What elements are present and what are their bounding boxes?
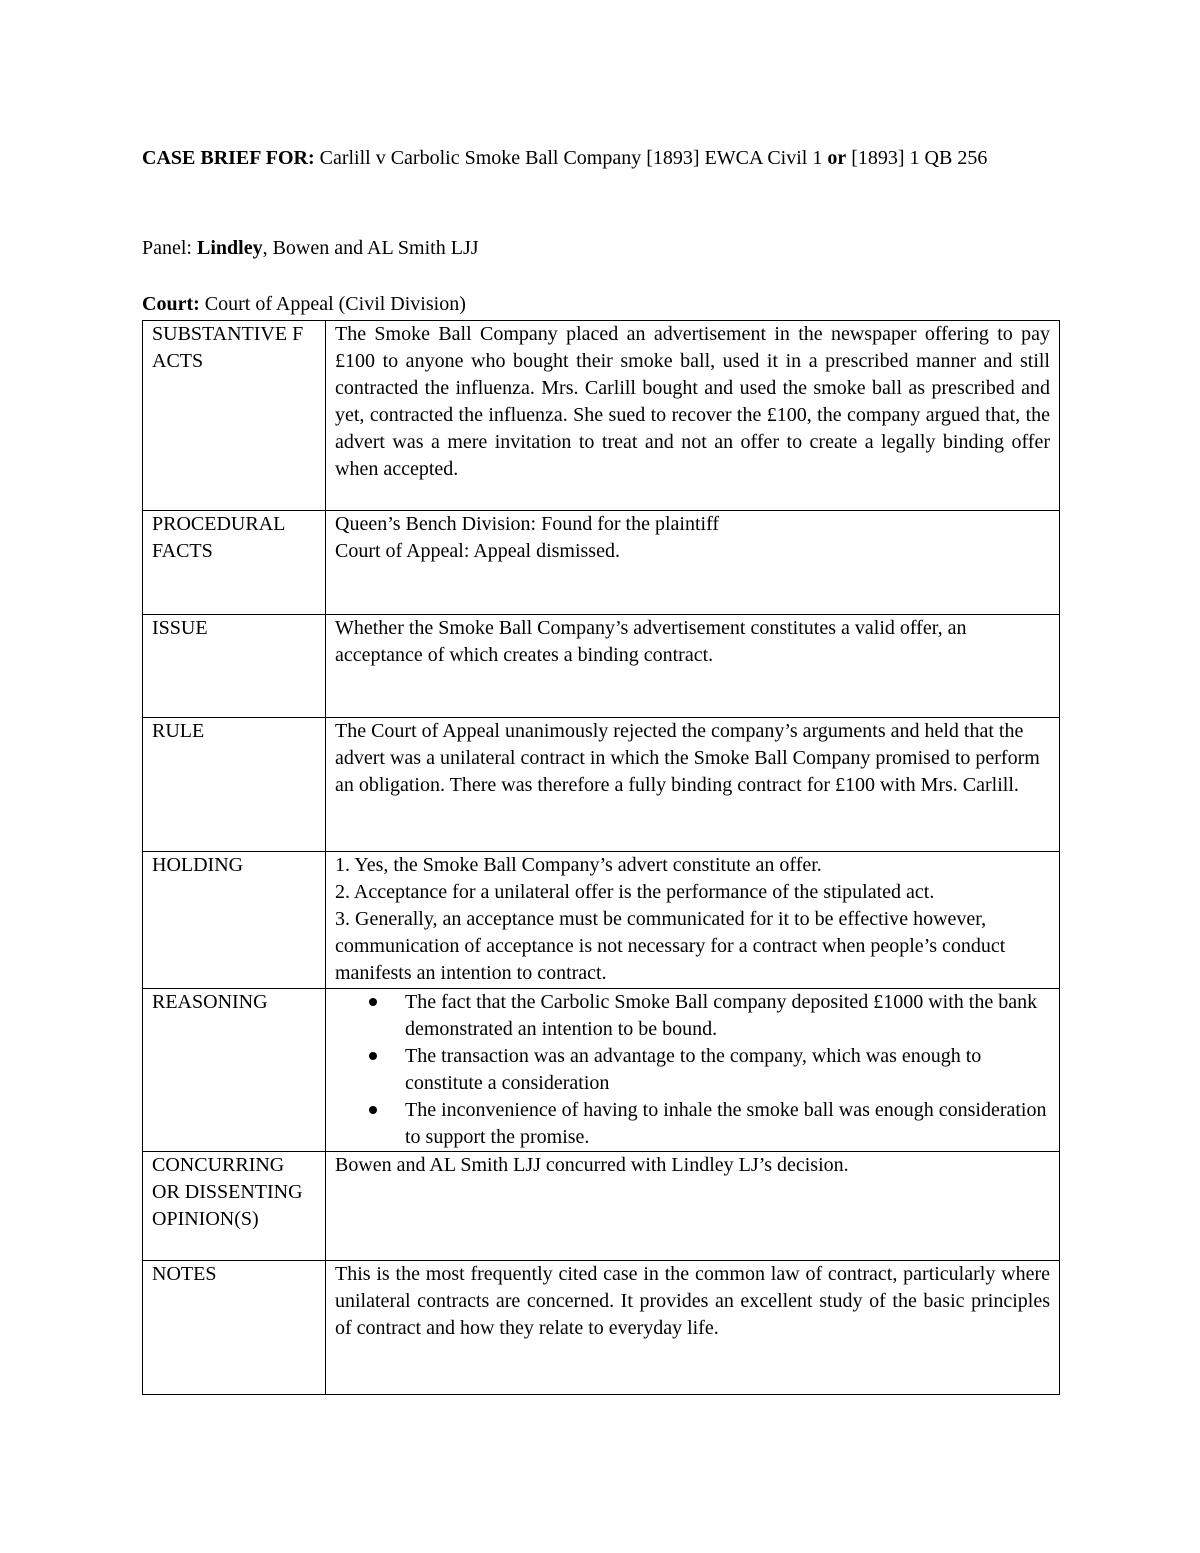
reasoning-label: REASONING bbox=[143, 989, 326, 1152]
substantive-facts-label: SUBSTANTIVE FACTS bbox=[143, 321, 326, 511]
table-row-concurring bbox=[143, 1152, 1060, 1261]
reasoning-bullet-item: The inconvenience of having to inhale the smoke ball was enough consideration to support the promise. bbox=[405, 1097, 1050, 1151]
rule-label: RULE bbox=[143, 718, 326, 852]
or-word: or bbox=[827, 147, 847, 169]
holding-item: 2. Acceptance for a unilateral offer is the performance of the stipulated act. bbox=[335, 881, 935, 903]
holding-label: HOLDING bbox=[143, 852, 326, 989]
case-brief-table bbox=[142, 320, 1060, 1395]
case-brief-label: CASE BRIEF FOR: bbox=[142, 147, 315, 169]
concurring-text: Bowen and AL Smith LJJ concurred with Lindley LJ’s decision. bbox=[326, 1152, 1060, 1261]
holding-item: 3. Generally, an acceptance must be communicated for it to be effective however, communication of acceptance is not necessary for a contract when people’s conduct manifests an intention to contract. bbox=[335, 908, 1006, 984]
holding-item: 1. Yes, the Smoke Ball Company’s advert constitute an offer. bbox=[335, 854, 822, 876]
table-row-rule bbox=[143, 718, 1060, 852]
table-row-holding bbox=[143, 852, 1060, 989]
panel-label: Panel: bbox=[142, 237, 197, 259]
table-row-notes bbox=[143, 1261, 1060, 1395]
case-brief-title bbox=[142, 145, 1062, 172]
holding-cell bbox=[326, 852, 1060, 989]
court-label: Court: bbox=[142, 293, 200, 315]
reasoning-cell bbox=[326, 989, 1060, 1152]
court-line bbox=[142, 291, 1062, 318]
table-row-issue bbox=[143, 615, 1060, 718]
procedural-fact-line-1: Queen’s Bench Division: Found for the plaintiff bbox=[335, 513, 720, 535]
notes-label: NOTES bbox=[143, 1261, 326, 1395]
reasoning-list bbox=[335, 989, 1050, 1151]
table-row-procedural-facts bbox=[143, 511, 1060, 615]
panel-line bbox=[142, 235, 1062, 262]
case-citation-part2: [1893] 1 QB 256 bbox=[846, 147, 988, 169]
procedural-fact-line-2: Court of Appeal: Appeal dismissed. bbox=[335, 540, 620, 562]
panel-other-judges: , Bowen and AL Smith LJJ bbox=[262, 237, 479, 259]
procedural-facts-cell bbox=[326, 511, 1060, 615]
table-row-substantive-facts bbox=[143, 321, 1060, 511]
notes-text: This is the most frequently cited case in the common law of contract, particularly where unilateral contracts are concerned. It provides an excellent study of the basic principles of contract and how they relate to everyday life. bbox=[326, 1261, 1060, 1395]
substantive-facts-text: The Smoke Ball Company placed an advertisement in the newspaper offering to pay £100 to anyone who bought their smoke ball, used it in a prescribed manner and still contracted the influenza. Mrs. Carlill bought and used the smoke ball as prescribed and yet, contracted the influenza. She sued to recover the £100, the company argued that, the advert was a mere invitation to treat and not an offer to create a legally binding offer when accepted. bbox=[326, 321, 1060, 511]
rule-text: The Court of Appeal unanimously rejected the company’s arguments and held that the advert was a unilateral contract in which the Smoke Ball Company promised to perform an obligation. There was therefore a fully binding contract for £100 with Mrs. Carlill. bbox=[326, 718, 1060, 852]
case-citation-part1: Carlill v Carbolic Smoke Ball Company [1893] EWCA Civil 1 bbox=[314, 147, 828, 169]
panel-lead-judge: Lindley bbox=[197, 237, 263, 259]
procedural-facts-label: PROCEDURAL FACTS bbox=[143, 511, 326, 615]
issue-label: ISSUE bbox=[143, 615, 326, 718]
reasoning-bullet-item: The transaction was an advantage to the company, which was enough to constitute a consideration bbox=[405, 1043, 1050, 1097]
table-row-reasoning bbox=[143, 989, 1060, 1152]
reasoning-bullet-item: The fact that the Carbolic Smoke Ball company deposited £1000 with the bank demonstrated an intention to be bound. bbox=[405, 989, 1050, 1043]
court-value: Court of Appeal (Civil Division) bbox=[199, 293, 466, 315]
concurring-label: CONCURRING OR DISSENTING OPINION(S) bbox=[143, 1152, 326, 1261]
issue-text: Whether the Smoke Ball Company’s advertisement constitutes a valid offer, an acceptance of which creates a binding contract. bbox=[326, 615, 1060, 718]
